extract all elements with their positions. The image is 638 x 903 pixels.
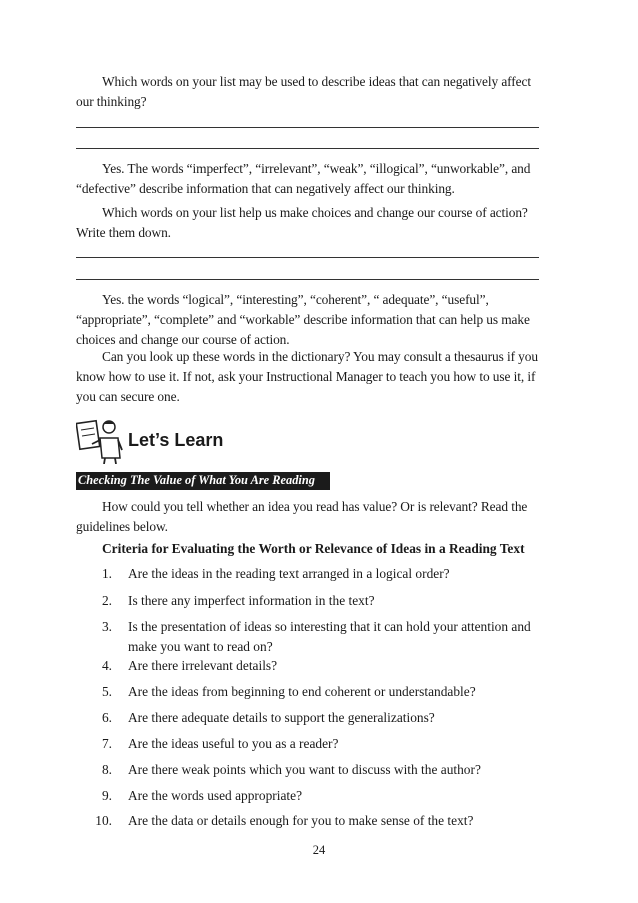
criteria-number: 1. — [101, 566, 112, 581]
criteria-number: 6. — [101, 710, 112, 725]
answer-line — [76, 148, 539, 149]
criteria-number: 7. — [101, 736, 112, 751]
lets-learn-header — [76, 418, 376, 464]
criteria-text: Is the presentation of ideas so interesting that it can hold your attention and make you want to read on? — [128, 619, 531, 654]
criteria-text: Are the ideas in the reading text arranged in a logical order? — [128, 566, 450, 581]
criteria-number: 4. — [101, 658, 112, 673]
criteria-title: Criteria for Evaluating the Worth or Relevance of Ideas in a Reading Text — [102, 541, 525, 556]
answer-line — [76, 127, 539, 128]
criteria-number: 10. — [95, 813, 112, 828]
criteria-number: 9. — [101, 788, 112, 803]
criteria-text: Are the ideas useful to you as a reader? — [128, 736, 339, 751]
answer-line — [76, 279, 539, 280]
answer-negative-words: Yes. The words “imperfect”, “irrelevant”, “weak”, “illogical”, “unworkable”, and “defective” describe information that can negatively affect our thinking. — [76, 161, 531, 196]
teacher-with-board-icon — [76, 418, 124, 464]
criteria-text: Are there weak points which you want to discuss with the author? — [128, 762, 481, 777]
criteria-text: Are there adequate details to support the generalizations? — [128, 710, 435, 725]
criteria-number: 8. — [101, 762, 112, 777]
criteria-text: Are the words used appropriate? — [128, 788, 303, 803]
question-negative-words: Which words on your list may be used to describe ideas that can negatively affect our thinking? — [76, 74, 531, 109]
intro-paragraph: How could you tell whether an idea you read has value? Or is relevant? Read the guidelines below. — [76, 499, 528, 534]
criteria-text: Are the data or details enough for you to make sense of the text? — [128, 813, 474, 828]
question-positive-words: Which words on your list help us make choices and change our course of action? Write them down. — [76, 205, 528, 240]
criteria-number: 3. — [101, 619, 112, 634]
dictionary-paragraph: Can you look up these words in the dictionary? You may consult a thesaurus if you know how to use it. If not, ask your Instructional Manager to teach you how to use it, if you can secure one. — [76, 349, 538, 404]
criteria-number: 2. — [101, 593, 112, 608]
criteria-number: 5. — [101, 684, 112, 699]
section-banner-text: Checking The Value of What You Are Reading — [78, 473, 315, 487]
section-banner — [76, 472, 330, 490]
criteria-text: Is there any imperfect information in the text? — [128, 593, 375, 608]
answer-positive-words: Yes. the words “logical”, “interesting”, “coherent”, “ adequate”, “useful”, “appropriate”, “complete” and “workable” describe information that can help us make choices and change our course of action. — [76, 292, 530, 347]
criteria-text: Are there irrelevant details? — [128, 658, 278, 673]
page-number: 24 — [312, 843, 326, 857]
answer-line — [76, 257, 539, 258]
criteria-text: Are the ideas from beginning to end coherent or understandable? — [128, 684, 476, 699]
lets-learn-title: Let’s Learn — [128, 430, 224, 450]
